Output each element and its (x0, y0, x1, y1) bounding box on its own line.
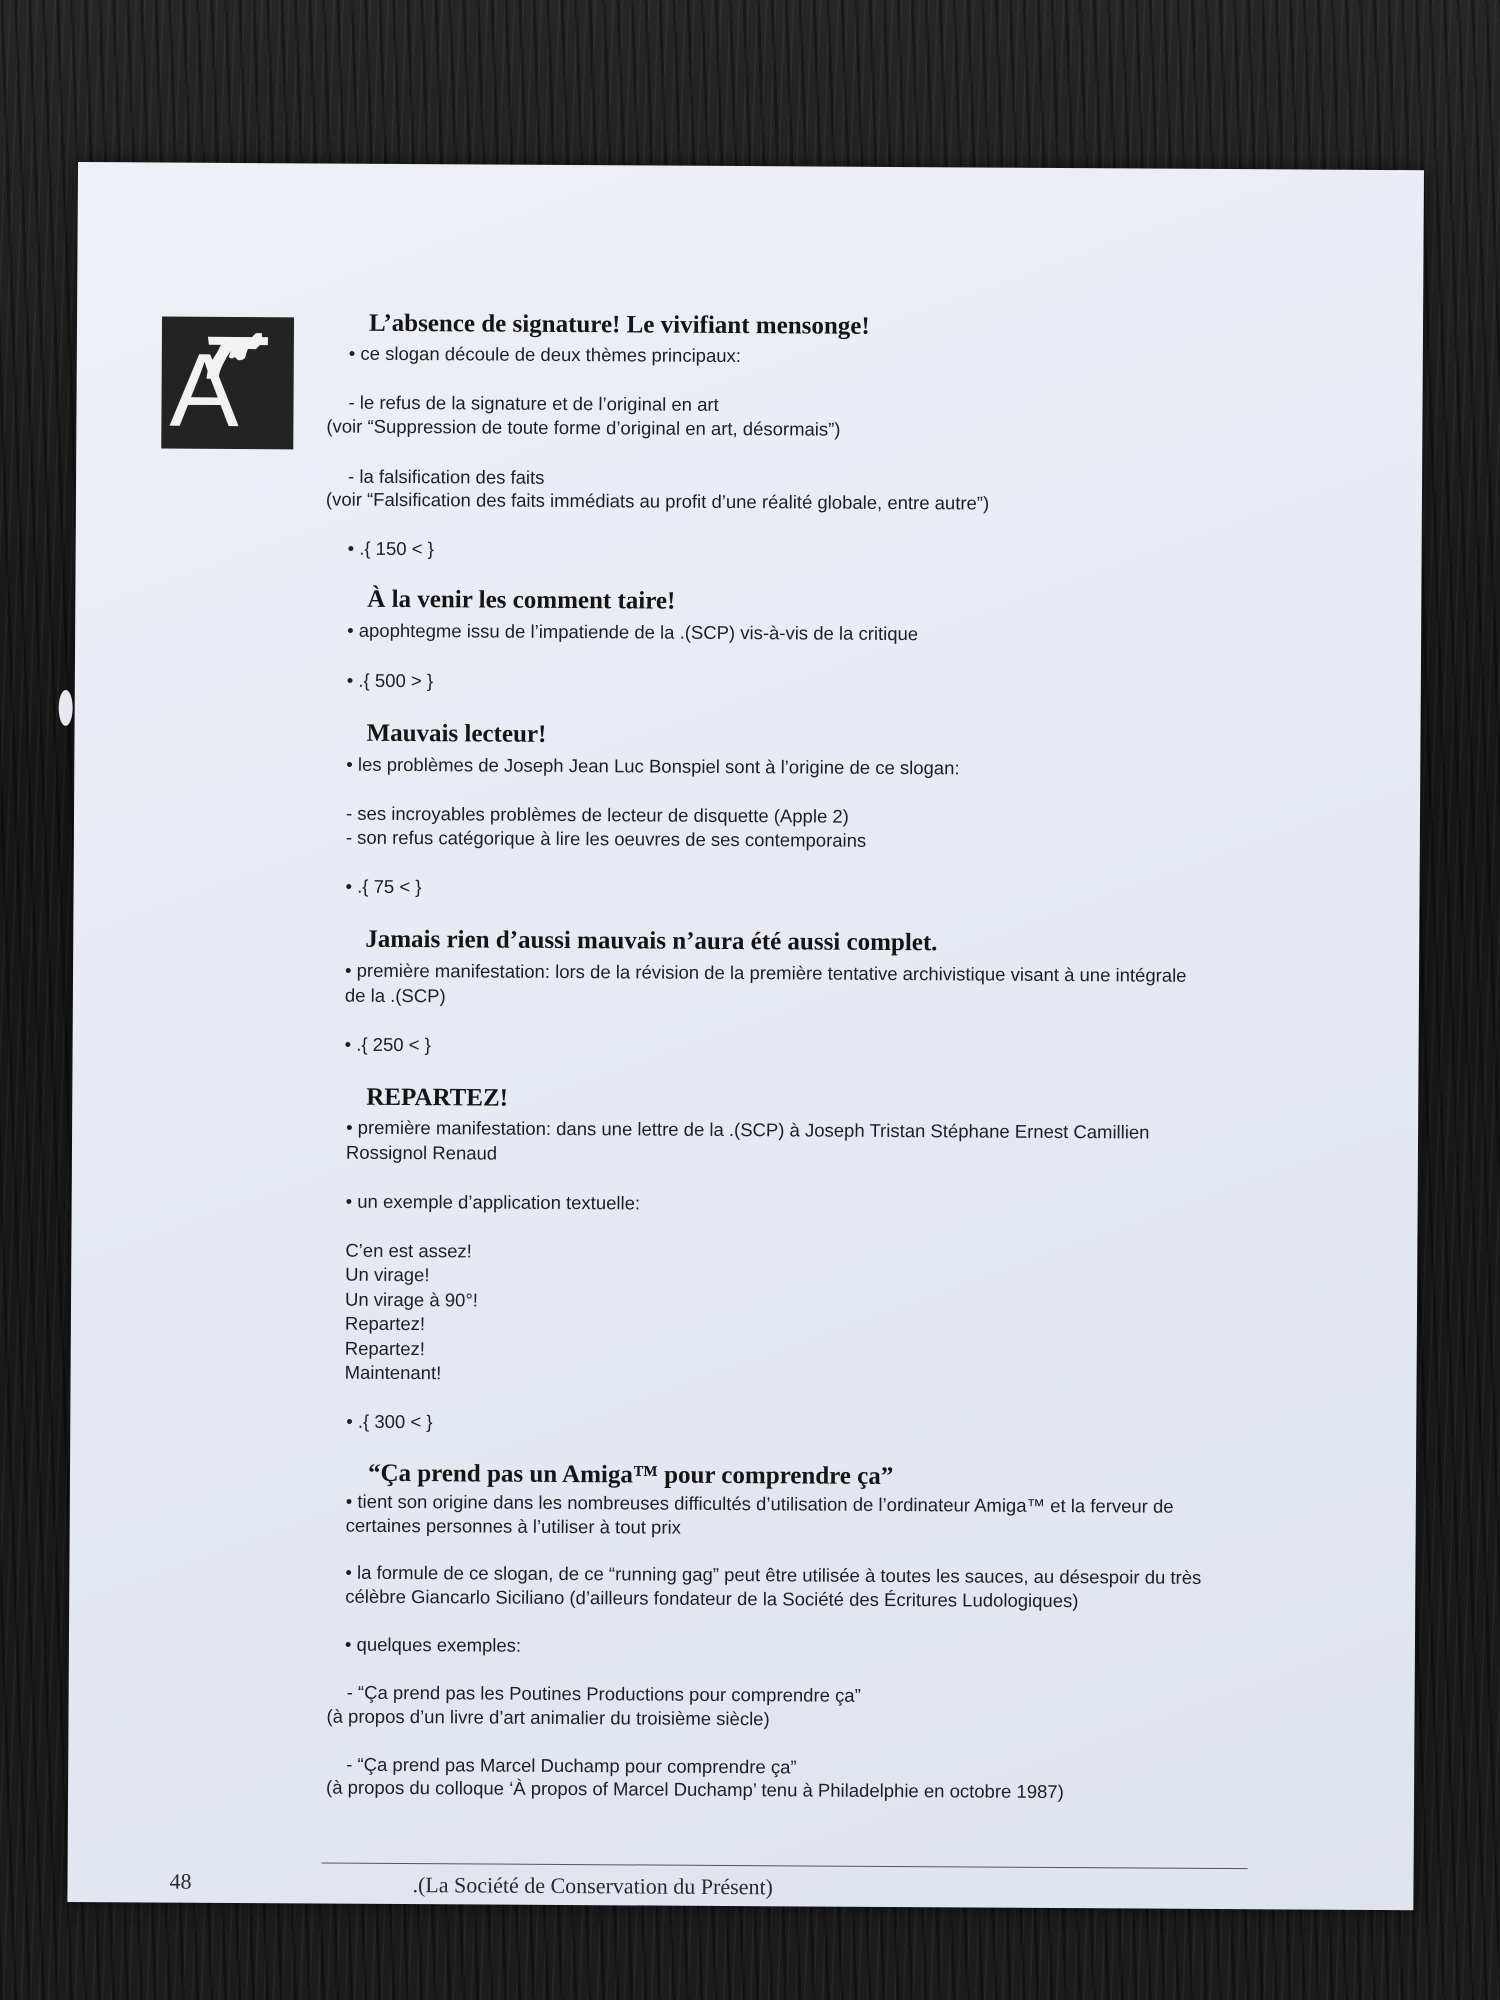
text-line: célèbre Giancarlo Siciliano (d’ailleurs fondateur de la Société des Écritures Ludologiques) (345, 1585, 1079, 1612)
text-line: • première manifestation: dans une lettre de la .(SCP) à Joseph Tristan Stéphane Ernest Camillien (346, 1116, 1150, 1143)
text-line: Un virage à 90°! (344, 1288, 478, 1311)
text-line: (voir “Falsification des faits immédiats au profit d’une réalité globale, entre autre”) (325, 488, 990, 514)
text-line: certaines personnes à l’utiliser à tout prix (345, 1514, 681, 1538)
footer-society: .(La Société de Conservation du Présent) (412, 1872, 774, 1900)
text-line: • .{ 300 < } (346, 1410, 433, 1433)
text-line: • quelques exemples: (344, 1633, 522, 1656)
text-line: - “Ça prend pas Marcel Duchamp pour comprendre ça” (346, 1753, 797, 1778)
section-title: L’absence de signature! Le vivifiant mensonge! (368, 309, 870, 340)
text-line: • tient son origine dans les nombreuses difficultés d’utilisation de l’ordinateur Amiga™ et la ferveur de (345, 1490, 1174, 1517)
text-line: • .{ 150 < } (347, 537, 434, 560)
text-line: • les problèmes de Joseph Jean Luc Bonspiel sont à l’origine de ce slogan: (346, 753, 960, 779)
text-line: • première manifestation: lors de la révision de la première tentative archivistique visant à une intégrale (345, 959, 1187, 986)
punch-hole (59, 690, 73, 726)
text-line: (voir “Suppression de toute forme d’original en art, désormais”) (326, 415, 841, 440)
text-line: - le refus de la signature et de l’original en art (348, 391, 719, 415)
text-line: • un exemple d’application textuelle: (345, 1190, 641, 1214)
section-title: Jamais rien d’aussi mauvais n’aura été aussi complet. (365, 925, 938, 957)
text-line: - son refus catégorique à lire les oeuvres de ses contemporains (345, 826, 867, 851)
section-title: “Ça prend pas un Amiga™ pour comprendre ça” (367, 1459, 894, 1491)
text-line: Maintenant! (344, 1361, 442, 1384)
section-title: REPARTEZ! (366, 1083, 509, 1112)
text-line: (à propos du colloque ‘À propos of Marcel Duchamp’ tenu à Philadelphie en octobre 1987) (326, 1776, 1064, 1803)
document-page (67, 162, 1424, 1910)
logo-letter: A (169, 332, 240, 449)
text-line: • .{ 250 < } (344, 1033, 431, 1056)
text-line: - la falsification des faits (348, 465, 545, 488)
text-line: C’en est assez! (345, 1239, 472, 1262)
text-line: Repartez! (344, 1337, 426, 1360)
page-content (67, 162, 1424, 1910)
page-number: 48 (169, 1868, 192, 1894)
section-title: Mauvais lecteur! (366, 719, 547, 748)
text-line: - “Ça prend pas les Poutines Productions pour comprendre ça” (346, 1681, 861, 1706)
text-line: • .{ 500 > } (346, 669, 434, 692)
text-line: - ses incroyables problèmes de lecteur de disquette (Apple 2) (345, 802, 849, 827)
text-line: Rossignol Renaud (345, 1141, 498, 1164)
text-line: • .{ 75 < } (345, 875, 422, 898)
text-line: • ce slogan découle de deux thèmes principaux: (348, 342, 742, 367)
text-line: • apophtegme issu de l’impatiende de la .(SCP) vis-à-vis de la critique (347, 619, 919, 645)
text-line: de la .(SCP) (344, 984, 446, 1007)
text-line: • la formule de ce slogan, de ce “running gag” peut être utilisée à toutes les sauces, au désespoir du très (345, 1561, 1202, 1588)
text-line: (à propos d’un livre d’art animalier du troisième siècle) (326, 1705, 770, 1730)
text-line: Repartez! (344, 1312, 426, 1335)
text-line: Un virage! (345, 1263, 430, 1286)
section-title: À la venir les comment taire! (367, 585, 676, 615)
